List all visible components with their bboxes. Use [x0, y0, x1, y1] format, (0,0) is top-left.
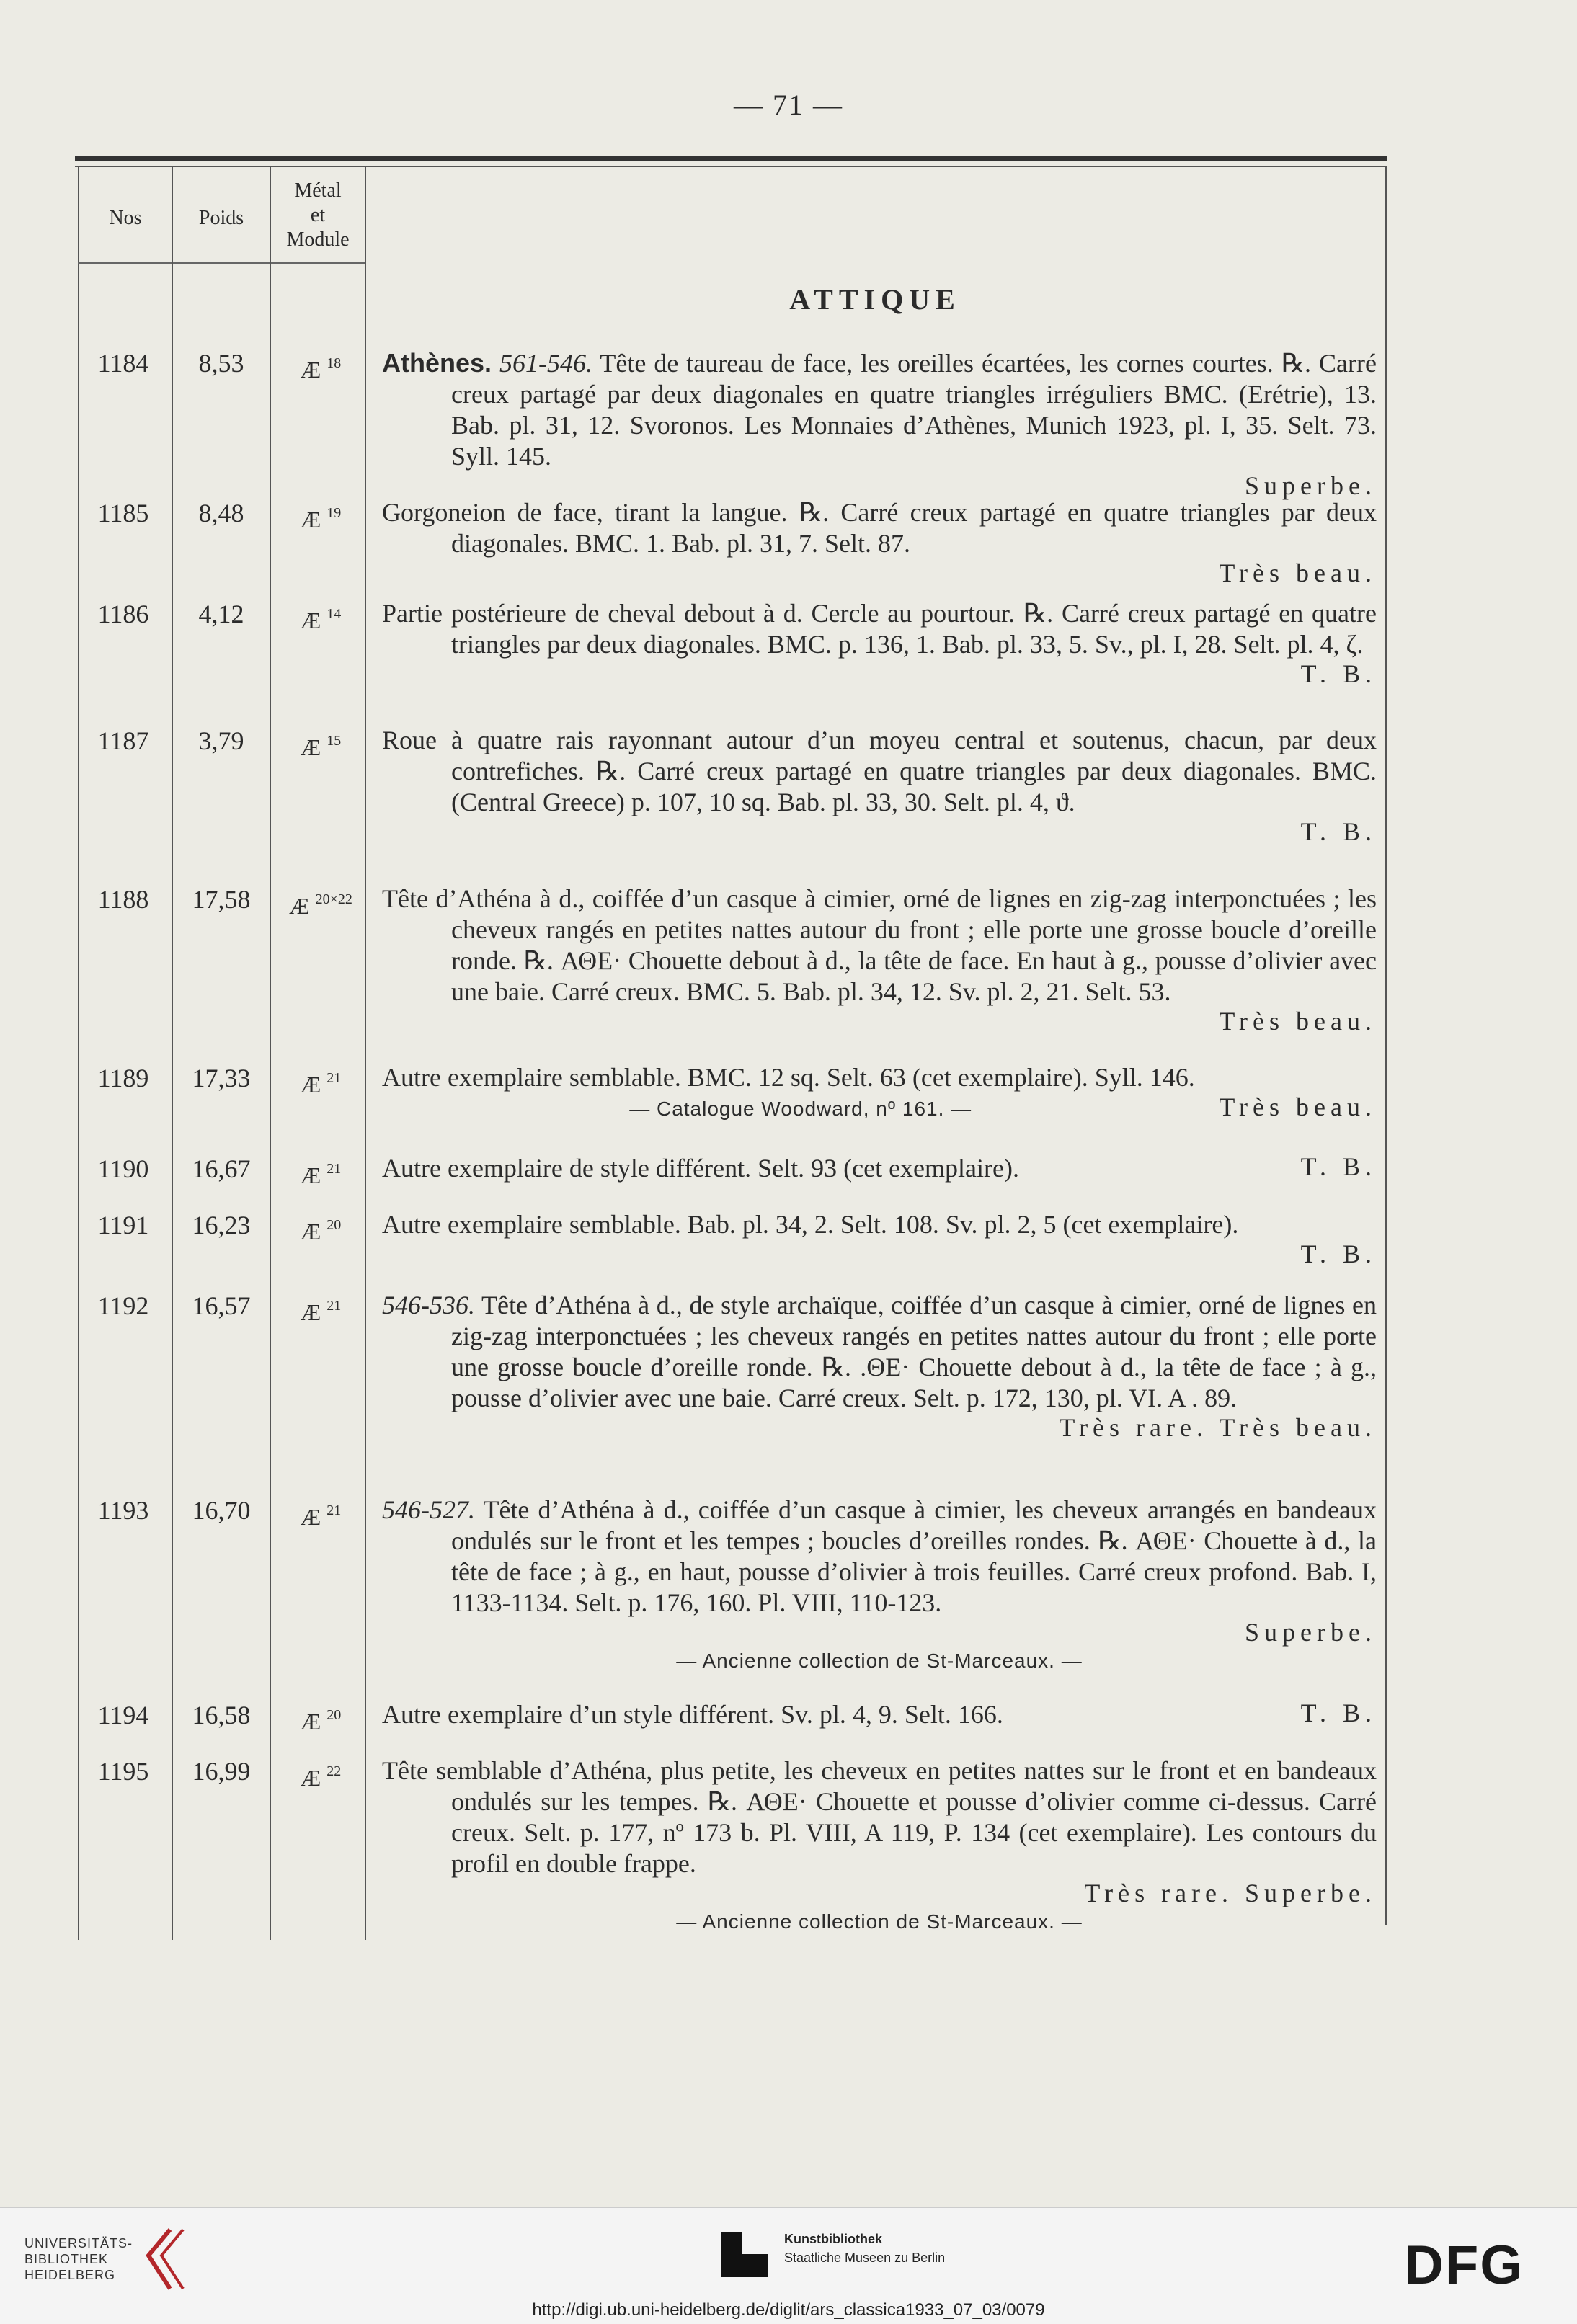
entry-text: Tête d’Athéna à d., de style archaïque, coiffée d’un casque à cimier, orné de lignes en zig-zag interponctuées ; les cheveux rangés en petites nattes autour du front ; elle porte une grosse boucle d’oreille ronde. ℞. .ΘΕ· Chouette debout à d., la tête de face ; à g., pousse d’olivier avec une baie. Carré creux. Selt. p. 172, 130, pl. VI. A . 89. [451, 1291, 1377, 1412]
entry-number: 1195 [97, 1757, 149, 1786]
entry-provenance: — Catalogue Woodward, nº 161. — [629, 1098, 972, 1120]
entry-number: 1187 [97, 726, 149, 755]
entry-description [382, 497, 1377, 589]
ub-logo-line1: UNIVERSITÄTS- [25, 2236, 133, 2250]
entry-weight: 4,12 [198, 600, 244, 628]
header-metal-line2: et [310, 204, 326, 226]
entry-rating: T. B. [1300, 1699, 1377, 1727]
entry-text: Tête de taureau de face, les oreilles écartées, les cornes courtes. ℞. Carré creux partagé par deux diagonales en quatre triangles irréguliers BMC. (Erétrie), 13. Bab. pl. 31, 12. Svoronos. Les Monnaies d’Athènes, Munich 1923, pl. I, 35. Selt. 73. Syll. 145. [451, 349, 1377, 471]
entry-module: 15 [326, 733, 342, 749]
entry-module: 21 [326, 1298, 342, 1314]
ub-logo-line2: BIBLIOTHEK [25, 2252, 109, 2266]
header-underline-num [78, 262, 172, 264]
entry-description [382, 347, 1377, 502]
entry-module: 21 [326, 1161, 342, 1177]
header-poids [173, 206, 270, 231]
entry-metal: Æ $^{18}$ [300, 355, 342, 383]
table-top-rule [75, 156, 1387, 161]
column-divider-poids [270, 167, 271, 1940]
ub-heidelberg-logo-text[interactable] [25, 2235, 133, 2283]
column-divider-num [172, 167, 173, 1940]
entry-weight: 8,48 [198, 499, 244, 527]
entry-rating: Très beau. [1219, 1092, 1377, 1121]
entry-text: Gorgoneion de face, tirant la langue. ℞. Carré creux partagé en quatre triangles par deux diagonales. BMC. 1. Bab. pl. 31, 7. Selt. 87. [382, 498, 1377, 558]
entry-rating: Superbe. [1245, 471, 1377, 500]
entry-module: 14 [326, 606, 342, 622]
entry-module: 18 [326, 355, 342, 371]
entry-module: 21 [326, 1502, 342, 1518]
entry-rating: Très rare. Superbe. [1084, 1879, 1377, 1907]
entry-metal: Æ $^{14}$ [300, 606, 342, 633]
ub-heidelberg-logo-icon [141, 2227, 192, 2292]
entry-date: 561-546. [499, 349, 593, 378]
entry-description [382, 598, 1377, 690]
entry-module: 20 [326, 1707, 342, 1723]
header-underline-poids [173, 262, 270, 264]
entry-description [382, 1290, 1377, 1443]
kb-subtitle: Staatliche Museen zu Berlin [784, 2250, 946, 2265]
header-metal-line3: Module [286, 228, 350, 251]
entry-metal: Æ $^{19}$ [300, 505, 342, 533]
header-metal [271, 179, 365, 252]
entry-rating: T. B. [1300, 1152, 1377, 1181]
entry-rating: Très rare. Très beau. [1059, 1413, 1377, 1442]
entry-weight: 16,23 [192, 1211, 251, 1239]
entry-number: 1191 [97, 1211, 149, 1239]
entry-text: Roue à quatre rais rayonnant autour d’un moyeu central et soutenus, chacun, par deux contrefiches. ℞. Carré creux partagé en quatre triangles par deux diagonales. BMC. (Central Greece) p. 107, 10 sq. Bab. pl. 33, 30. Selt. pl. 4, ϑ. [382, 726, 1377, 816]
entry-description [382, 1209, 1377, 1270]
entry-weight: 17,33 [192, 1064, 251, 1092]
entry-number: 1186 [97, 600, 149, 628]
entry-description [382, 1153, 1377, 1184]
entry-metal: Æ $^{21}$ [300, 1502, 342, 1530]
kunstbibliothek-logo-icon [721, 2232, 768, 2277]
entry-text: Tête semblable d’Athéna, plus petite, les cheveux en petites nattes sur le front et en bandeaux ondulés sur les tempes. ℞. ΑΘΕ· Chouette et pousse d’olivier comme ci-dessus. Carré creux. Selt. p. 177, nº 173 b. Pl. VIII, A 119, P. 134 (cet exemplaire). Les contours du profil en double frappe. [382, 1756, 1377, 1878]
header-num [79, 206, 172, 231]
entry-weight: 16,99 [192, 1757, 251, 1786]
entry-place: Athènes. [382, 348, 492, 378]
entry-number: 1184 [97, 349, 149, 378]
kb-title: Kunstbibliothek [784, 2232, 882, 2246]
entry-rating: Très beau. [1219, 1007, 1377, 1036]
entry-number: 1192 [97, 1291, 149, 1320]
entry-description [382, 1699, 1377, 1730]
entry-rating: T. B. [1300, 1239, 1377, 1268]
entry-description [382, 883, 1377, 1037]
entry-weight: 16,67 [192, 1154, 251, 1183]
entry-text: Tête d’Athéna à d., coiffée d’un casque à cimier, les cheveux arrangés en bandeaux ondulés sur le front et les tempes ; boucles d’oreilles rondes. ℞. ΑΘΕ· Chouette à d., la tête de face ; à g., en haut, pousse d’olivier à trois feuilles. Carré creux profond. Bab. I, 1133-1134. Selt. p. 176, 160. Pl. VIII, 110-123. [451, 1495, 1377, 1617]
entry-weight: 16,58 [192, 1701, 251, 1729]
entry-weight: 16,57 [192, 1291, 251, 1320]
kunstbibliothek-logo-text[interactable] [784, 2230, 945, 2267]
entry-text: Autre exemplaire semblable. Bab. pl. 34, 2. Selt. 108. Sv. pl. 2, 5 (cet exemplaire). [382, 1210, 1239, 1239]
entry-metal: Æ $^{21}$ [300, 1161, 342, 1188]
entry-module: 20×22 [315, 891, 352, 907]
header-underline-metal [271, 262, 365, 264]
header-num-label: Nos [109, 207, 142, 229]
entry-metal: Æ $^{21}$ [300, 1298, 342, 1325]
entry-number: 1194 [97, 1701, 149, 1729]
header-poids-label: Poids [198, 207, 244, 229]
entry-number: 1190 [97, 1154, 149, 1183]
entry-weight: 17,58 [192, 885, 251, 914]
entry-number: 1188 [97, 885, 149, 914]
entry-rating: T. B. [1300, 659, 1377, 688]
header-metal-line1: Métal [294, 179, 342, 202]
table-top-rule-thin [75, 166, 1387, 167]
table-border-left [78, 167, 79, 1940]
entry-module: 21 [326, 1070, 342, 1086]
entry-rating: Très beau. [1219, 558, 1377, 587]
entry-weight: 3,79 [198, 726, 244, 755]
entry-text: Autre exemplaire de style différent. Selt. 93 (cet exemplaire). [382, 1154, 1019, 1183]
section-title: ATTIQUE [789, 283, 961, 316]
entry-text: Tête d’Athéna à d., coiffée d’un casque à cimier, orné de lignes en zig-zag interponctuées ; les cheveux rangés en petites nattes autour du front ; elle porte une grosse boucle d’oreille ronde. ℞. ΑΘΕ· Chouette debout à d., la tête de face. En haut à g., pousse d’olivier avec une baie. Carré creux. BMC. 5. Bab. pl. 34, 12. Sv. pl. 2, 21. Selt. 53. [382, 884, 1377, 1006]
entry-text: Partie postérieure de cheval debout à d. Cercle au pourtour. ℞. Carré creux partagé en quatre triangles par deux diagonales. BMC. p. 136, 1. Bab. pl. 33, 5. Sv., pl. I, 28. Selt. pl. 4, ζ. [382, 599, 1377, 659]
entry-metal: Æ $^{20}$ [300, 1217, 342, 1245]
entry-text: Autre exemplaire d’un style différent. Sv. pl. 4, 9. Selt. 166. [382, 1700, 1003, 1729]
entry-provenance: — Ancienne collection de St-Marceaux. — [676, 1649, 1083, 1672]
entry-weight: 16,70 [192, 1496, 251, 1525]
page-number: — 71 — [734, 89, 843, 121]
ub-logo-line3: HEIDELBERG [25, 2268, 116, 2282]
column-divider-metal [365, 167, 366, 1940]
page-url[interactable]: http://digi.ub.uni-heidelberg.de/diglit/ars_classica1933_07_03/0079 [532, 2300, 1045, 2320]
entry-text: Autre exemplaire semblable. BMC. 12 sq. Selt. 63 (cet exemplaire). Syll. 146. [382, 1063, 1195, 1092]
entry-weight: 8,53 [198, 349, 244, 378]
entry-description [382, 1495, 1377, 1674]
entry-metal: Æ $^{20}$ [300, 1707, 342, 1735]
entry-metal: Æ $^{15}$ [300, 733, 342, 760]
entry-date: 546-527. [382, 1495, 475, 1524]
entry-module: 19 [326, 505, 342, 521]
entry-number: 1185 [97, 499, 149, 527]
entry-number: 1189 [97, 1064, 149, 1092]
table-border-right [1385, 167, 1387, 1925]
entry-provenance: — Ancienne collection de St-Marceaux. — [676, 1910, 1083, 1933]
entry-description [382, 1755, 1377, 1935]
entry-date: 546-536. [382, 1291, 475, 1319]
entry-number: 1193 [97, 1496, 149, 1525]
entry-module: 22 [326, 1763, 342, 1779]
entry-rating: T. B. [1300, 817, 1377, 846]
dfg-logo[interactable]: DFG [1404, 2235, 1524, 2296]
entry-description [382, 1062, 1377, 1123]
entry-metal: Æ $^{21}$ [300, 1070, 342, 1098]
entry-rating: Superbe. [1245, 1618, 1377, 1647]
entry-metal: Æ $^{20\times 22}$ [289, 891, 352, 919]
entry-description [382, 725, 1377, 847]
entry-metal: Æ $^{22}$ [300, 1763, 342, 1791]
entry-module: 20 [326, 1217, 342, 1233]
